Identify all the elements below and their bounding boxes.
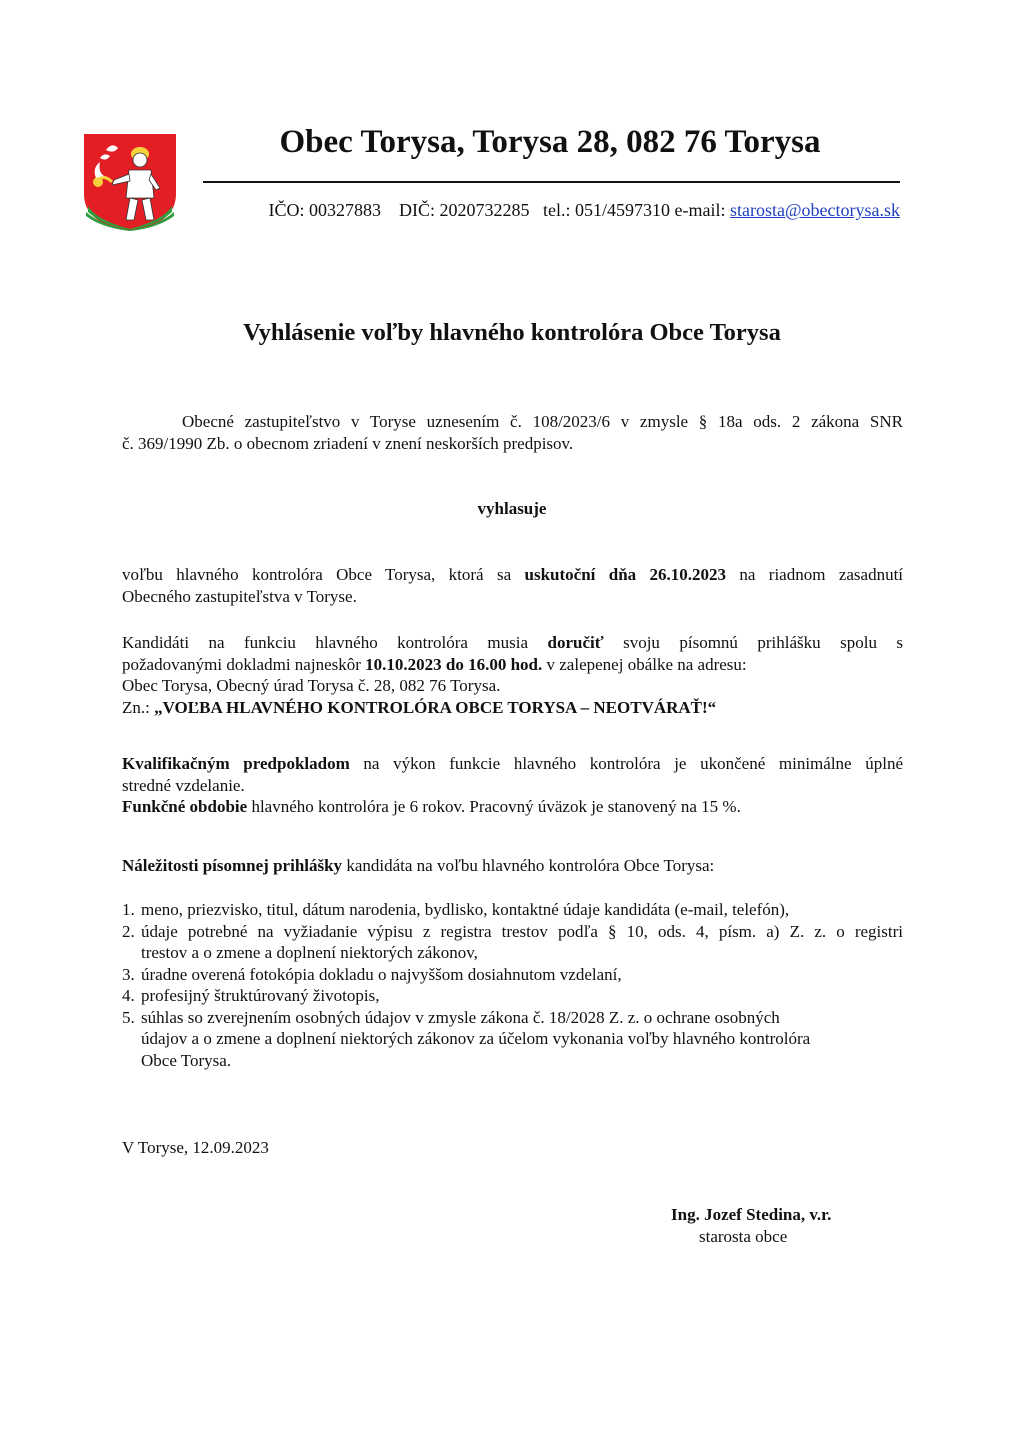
list-item: 4. profesijný štruktúrovaný životopis, xyxy=(122,986,380,1005)
date-place: V Toryse, 12.09.2023 xyxy=(122,1138,269,1157)
dic: DIČ: 2020732285 xyxy=(398,200,530,220)
proclaims-heading: vyhlasuje xyxy=(477,499,547,518)
contact-line xyxy=(203,198,900,222)
intro-line-1: Obecné zastupiteľstvo v Toryse uznesením č. 108/2023/6 v zmysle § 18a ods. 2 zákona SNR xyxy=(182,412,903,431)
list-item: 2. údaje potrebné na vyžiadanie výpisu z registra trestov podľa § 10, ods. 4, písm. a) Z. z. o registri trestov a o zmene a doplnení niektorých zákonov, xyxy=(122,921,903,962)
candidates-paragraph xyxy=(122,632,903,718)
election-date: uskutoční dňa 26.10.2023 xyxy=(524,565,727,584)
qualification-paragraph xyxy=(122,753,903,818)
election-paragraph xyxy=(122,564,903,607)
email-link[interactable]: starosta@obectorysa.sk xyxy=(729,200,900,220)
election-line-2: Obecného zastupiteľstva v Toryse. xyxy=(122,586,357,606)
candidates-line-2: požadovanými dokladmi najneskôr 10.10.2023 do 16.00 hod. v zalepenej obálke na adresu: xyxy=(122,654,747,674)
list-item: 5. súhlas so zverejnením osobných údajov v zmysle zákona č. 18/2028 Z. z. o ochrane osobných údajov a o zmene a doplnení niektorých zákonov za účelom vykonania voľby hlavného kontrolóra Obce Torysa. xyxy=(122,1007,811,1070)
qualification-line-1: Kvalifikačným predpokladom na výkon funkcie hlavného kontrolóra je ukončené minimálne úplné xyxy=(122,754,903,773)
email-label: e-mail: xyxy=(674,200,726,220)
signature-name: Ing. Jozef Stedina, v.r. xyxy=(671,1205,832,1224)
ico: IČO: 00327883 xyxy=(268,200,381,220)
telephone: tel.: 051/4597310 xyxy=(542,200,670,220)
signature-role: starosta obce xyxy=(699,1227,788,1246)
municipality-title: Obec Torysa, Torysa 28, 082 76 Torysa xyxy=(279,124,821,160)
document-heading: Vyhlásenie voľby hlavného kontrolóra Obce Torysa xyxy=(243,319,781,346)
list-item: 3. úradne overená fotokópia dokladu o najvyššom dosiahnutom vzdelaní, xyxy=(122,964,622,984)
election-line-1: voľbu hlavného kontrolóra Obce Torysa, ktorá sa uskutoční dňa 26.10.2023 na riadnom zasadnutí xyxy=(122,565,904,584)
term-line: Funkčné obdobie hlavného kontrolóra je 6 rokov. Pracovný úväzok je stanovený na 15 %. xyxy=(122,797,741,816)
intro-paragraph xyxy=(122,411,903,454)
requirements-intro: Náležitosti písomnej prihlášky kandidáta na voľbu hlavného kontrolóra Obce Torysa: xyxy=(122,856,715,875)
qualification-line-2: stredné vzdelanie. xyxy=(122,775,245,795)
candidates-line-1: Kandidáti na funkciu hlavného kontrolóra musia doručiť svoju písomnú prihlášku spolu s xyxy=(122,633,904,652)
header-divider xyxy=(203,181,900,183)
coat-of-arms xyxy=(82,132,178,232)
requirements-list xyxy=(122,899,903,1071)
list-item: 1. meno, priezvisko, titul, dátum narodenia, bydlisko, kontaktné údaje kandidáta (e-mail, telefón), xyxy=(122,900,790,919)
submission-address: Obec Torysa, Obecný úrad Torysa č. 28, 082 76 Torysa. xyxy=(122,676,501,695)
intro-line-2: č. 369/1990 Zb. o obecnom zriadení v znení neskorších predpisov. xyxy=(122,433,574,453)
deadline: 10.10.2023 do 16.00 hod. xyxy=(365,654,543,674)
envelope-mark: Zn.: „VOĽBA HLAVNÉHO KONTROLÓRA OBCE TORYSA – NEOTVÁRAŤ!“ xyxy=(122,697,717,717)
